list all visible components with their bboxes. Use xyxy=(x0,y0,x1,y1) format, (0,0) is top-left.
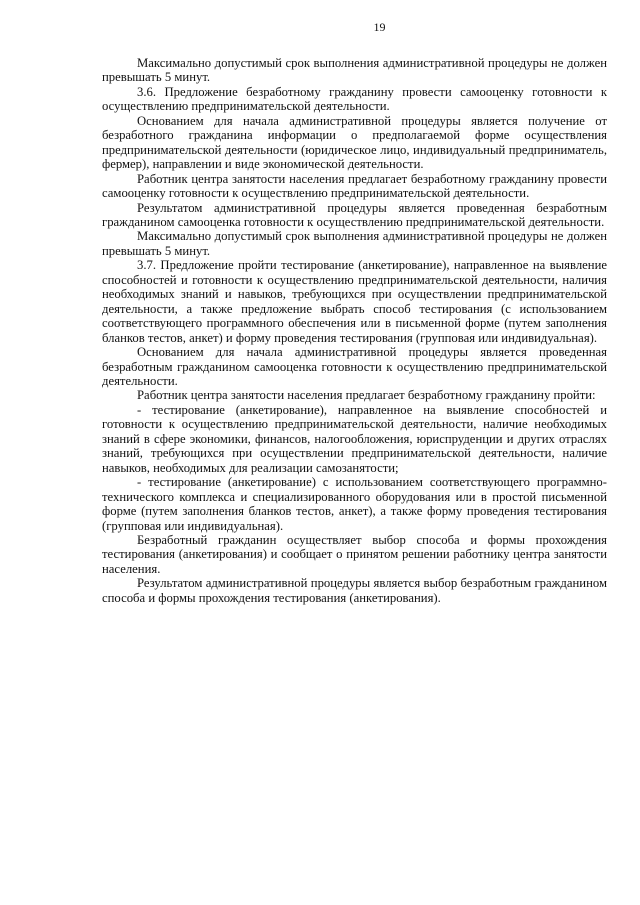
list-item: - тестирование (анкетирование), направленное на выявление способностей и готовности к осуществлению предпринимательской деятельности, наличие необходимых знаний в сфере экономики, финансов, налогообложения, юриспруденции и других отраслях знаний, требующихся при осуществлении предпринимательской деятельности, наличие навыков, необходимых для реализации самозанятости; xyxy=(102,402,607,475)
paragraph: Максимально допустимый срок выполнения административной процедуры не должен превышать 5 минут. xyxy=(102,56,607,85)
paragraph: 3.6. Предложение безработному гражданину провести самооценку готовности к осуществлению предпринимательской деятельности. xyxy=(102,84,607,114)
paragraph: Результатом административной процедуры является проведенная безработным гражданином самооценка готовности к осуществлению предпринимательской деятельности. xyxy=(102,200,607,229)
paragraph: Основанием для начала административной процедуры является проведенная безработным гражданином самооценка готовности к осуществлению предпринимательской деятельности. xyxy=(102,345,607,388)
paragraph: Работник центра занятости населения предлагает безработному гражданину провести самооценку готовности к осуществлению предпринимательской деятельности. xyxy=(102,171,607,201)
list-item: - тестирование (анкетирование) с использованием соответствующего программно-технического комплекса и специализированного оборудования или в простой письменной форме (путем заполнения бланков тестов, анкет), а также форму проведения тестирования (групповая или индивидуальная). xyxy=(102,475,607,533)
paragraph: Максимально допустимый срок выполнения административной процедуры не должен превышать 5 минут. xyxy=(102,229,607,258)
paragraph: Основанием для начала административной процедуры является получение от безработного гражданина информации о предполагаемой форме осуществления предпринимательской деятельности (юридическое лицо, индивидуальный предприниматель, фермер), направлении и виде экономической деятельности. xyxy=(102,113,607,172)
page-number: 19 xyxy=(373,20,386,34)
paragraph: Безработный гражданин осуществляет выбор способа и формы прохождения тестирования (анкетирования) и сообщает о принятом решении работнику центра занятости населения. xyxy=(102,532,607,576)
paragraph: Работник центра занятости населения предлагает безработному гражданину пройти: xyxy=(137,388,596,403)
paragraph: 3.7. Предложение пройти тестирование (анкетирование), направленное на выявление способностей и готовности к осуществлению предпринимательской деятельности, наличия необходимых знаний и навыков, требующихся при осуществлении предпринимательской деятельности, а также предложение выбрать способ тестирования (с использованием соответствующего программного обеспечения или в письменной форме (путем заполнения бланков тестов, анкет) и форму проведения тестирования (групповая или индивидуальная). xyxy=(102,258,607,345)
paragraph: Результатом административной процедуры является выбор безработным гражданином способа и формы прохождения тестирования (анкетирования). xyxy=(102,576,607,605)
